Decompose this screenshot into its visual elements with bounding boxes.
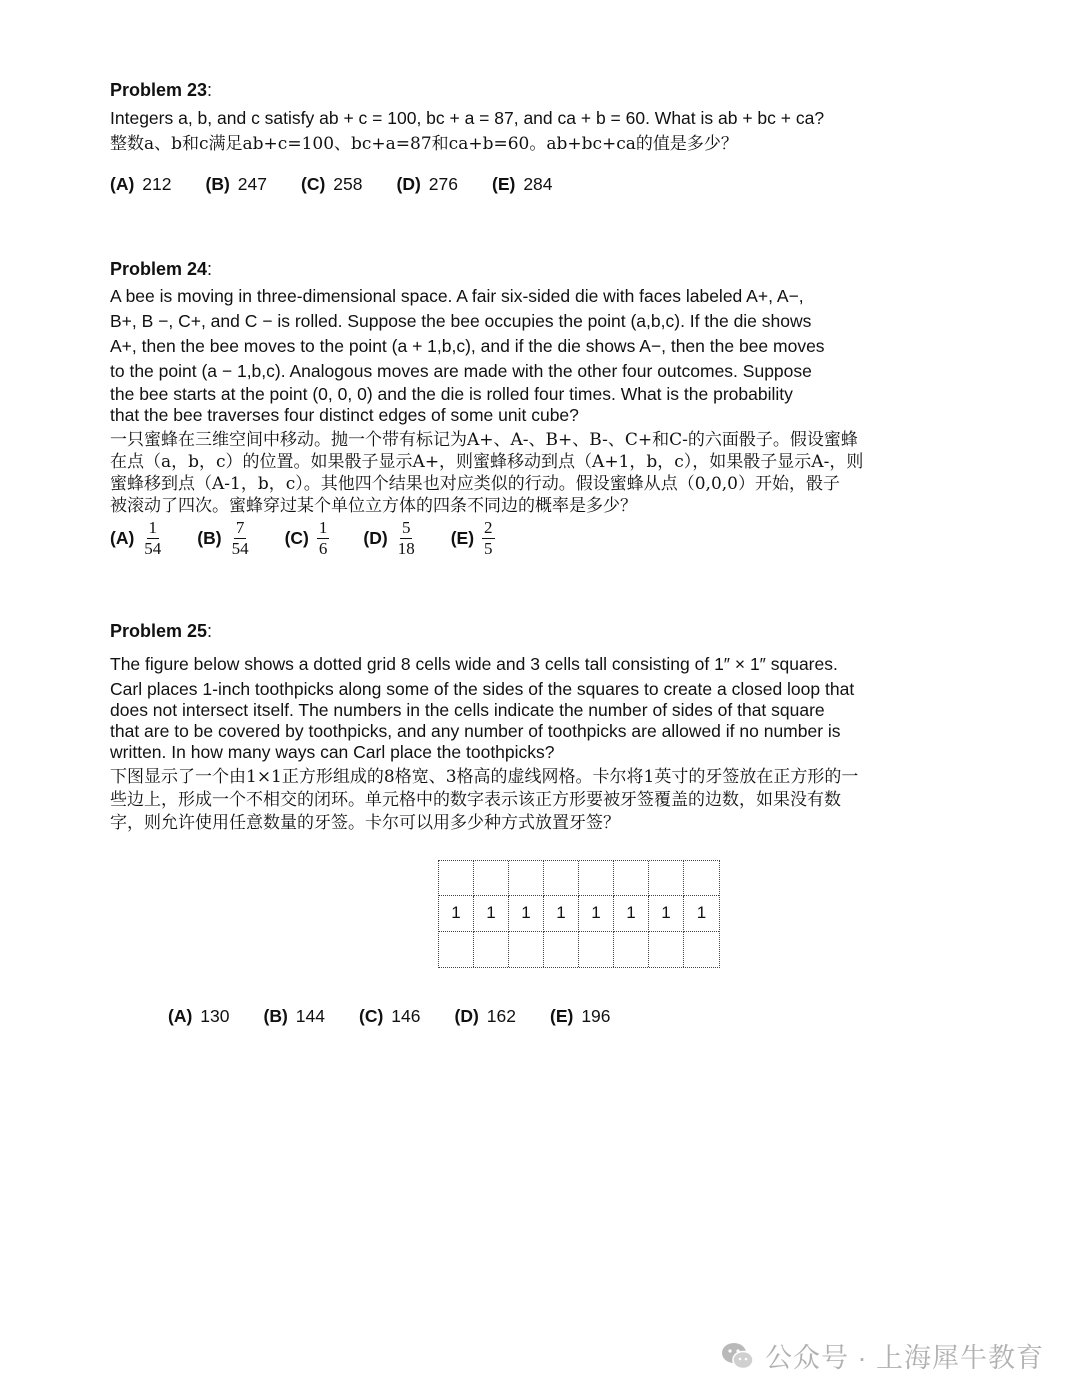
text-line: does not intersect itself. The numbers in the cells indicate the number of sides of that square [110, 700, 825, 720]
problem-25-chinese [110, 766, 920, 835]
problem-24-choices [110, 519, 920, 558]
grid-cell [649, 861, 684, 896]
text-line: that are to be covered by toothpicks, and any number of toothpicks are allowed if no number is [110, 721, 841, 741]
grid-cell [509, 861, 544, 896]
text-line: that the bee traverses four distinct edges of some unit cube? [110, 405, 579, 425]
choice-c: (C) $\frac{1}{6}$ [284, 518, 328, 558]
problem-25 [110, 620, 920, 835]
grid-cell: 1 [684, 896, 719, 931]
dotted-grid [438, 860, 720, 968]
text-line: 字，则允许使用任意数量的牙签。卡尔可以用多少种方式放置牙签？ [110, 813, 620, 833]
grid-cell [544, 932, 579, 967]
grid-cell [614, 932, 649, 967]
fraction: $\frac{5}{18}$ [397, 518, 415, 558]
problem-23-choices [110, 174, 920, 195]
problem-24-english [110, 286, 920, 426]
text-line: A+, then the bee moves to the point (a + 1,b,c), and if the die shows A−, then the bee moves [110, 336, 825, 356]
watermark-text: 公众号 · 上海犀牛教育 [765, 1343, 1044, 1373]
text-line: written. In how many ways can Carl place the toothpicks? [110, 742, 555, 762]
text-line: 蜜蜂移到点（A-1，b，c）。其他四个结果也对应类似的行动。假设蜜蜂从点（0,0,0）开始，骰子 [110, 474, 840, 494]
grid-cell [614, 861, 649, 896]
grid-cell: 1 [439, 896, 474, 931]
choice-d: (D) 276 [396, 174, 458, 194]
choice-c: (C) 258 [301, 174, 363, 194]
problem-25-choices [168, 1006, 645, 1027]
problem-23-english: Integers a, b, and c satisfy ab + c = 100, bc + a = 87, and ca + b = 60. What is ab + bc + ca? [110, 108, 825, 128]
text-line: 一只蜜蜂在三维空间中移动。抛一个带有标记为A+、A-、B+、B-、C+和C-的六面骰子。假设蜜蜂 [110, 430, 858, 450]
choice-e: (E) $\frac{2}{5}$ [450, 518, 493, 558]
text-line: to the point (a − 1,b,c). Analogous moves are made with the other four outcomes. Suppose [110, 361, 812, 381]
grid-cell [474, 932, 509, 967]
choice-b: (B) 144 [263, 1006, 325, 1026]
fraction: $\frac{1}{54}$ [144, 518, 162, 558]
choice-b: (B) 247 [205, 174, 267, 194]
grid-cell: 1 [614, 896, 649, 931]
text-line: A bee is moving in three-dimensional space. A fair six-sided die with faces labeled A+, A−, [110, 286, 804, 306]
grid-cell [439, 861, 474, 896]
grid-cell [509, 932, 544, 967]
grid-cell [439, 932, 474, 967]
fraction: $\frac{2}{5}$ [484, 518, 493, 558]
grid-cell [649, 932, 684, 967]
wechat-icon [721, 1341, 755, 1371]
grid-cell [579, 861, 614, 896]
grid-cell: 1 [474, 896, 509, 931]
choice-e: (E) 196 [550, 1006, 611, 1026]
choice-a: (A) 212 [110, 174, 172, 194]
grid-cell: 1 [509, 896, 544, 931]
grid-cell [544, 861, 579, 896]
text-line: 在点（a，b，c）的位置。如果骰子显示A+，则蜜蜂移动到点（A+1，b，c），如果骰子显示A-，则 [110, 452, 864, 472]
watermark [721, 1336, 1044, 1375]
problem-25-english [110, 654, 920, 763]
problem-23 [110, 79, 920, 195]
grid-cell [684, 861, 719, 896]
grid-cell: 1 [649, 896, 684, 931]
problem-24-chinese [110, 429, 920, 517]
choice-c: (C) 146 [359, 1006, 421, 1026]
fraction: $\frac{7}{54}$ [231, 518, 249, 558]
text-line: Carl places 1-inch toothpicks along some of the sides of the squares to create a closed loop that [110, 679, 855, 699]
choice-b: (B) $\frac{7}{54}$ [197, 518, 249, 558]
choice-e: (E) 284 [492, 174, 553, 194]
grid-cell [474, 861, 509, 896]
choice-d: (D) 162 [454, 1006, 516, 1026]
text-line: 下图显示了一个由1×1正方形组成的8格宽、3格高的虚线网格。卡尔将1英寸的牙签放在正方形的一 [110, 767, 859, 787]
grid-cell [684, 932, 719, 967]
problem-24 [110, 258, 920, 558]
grid-cell: 1 [579, 896, 614, 931]
fraction: $\frac{1}{6}$ [318, 518, 328, 558]
text-line: 些边上，形成一个不相交的闭环。单元格中的数字表示该正方形要被牙签覆盖的边数，如果没有数 [110, 790, 841, 810]
choice-a: (A) 130 [168, 1006, 230, 1026]
text-line: the bee starts at the point (0, 0, 0) and the die is rolled four times. What is the probability [110, 384, 793, 404]
text-line: B+, B −, C+, and C − is rolled. Suppose the bee occupies the point (a,b,c). If the die shows [110, 311, 812, 331]
choice-a: (A) $\frac{1}{54}$ [110, 518, 162, 558]
problem-24-title: Problem 24: [110, 259, 213, 279]
grid-cell: 1 [544, 896, 579, 931]
problem-25-title: Problem 25: [110, 621, 213, 641]
text-line: The figure below shows a dotted grid 8 cells wide and 3 cells tall consisting of 1″ × 1″ squares. [110, 654, 838, 674]
choice-d: (D) $\frac{5}{18}$ [363, 518, 415, 558]
problem-23-title: Problem 23: [110, 80, 213, 100]
grid-cell [579, 932, 614, 967]
text-line: 被滚动了四次。蜜蜂穿过某个单位立方体的四条不同边的概率是多少？ [110, 496, 637, 516]
problem-23-chinese: 整数a、b和c满足ab+c=100、bc+a=87和ca+b=60。ab+bc+ca的值是多少？ [110, 134, 738, 154]
